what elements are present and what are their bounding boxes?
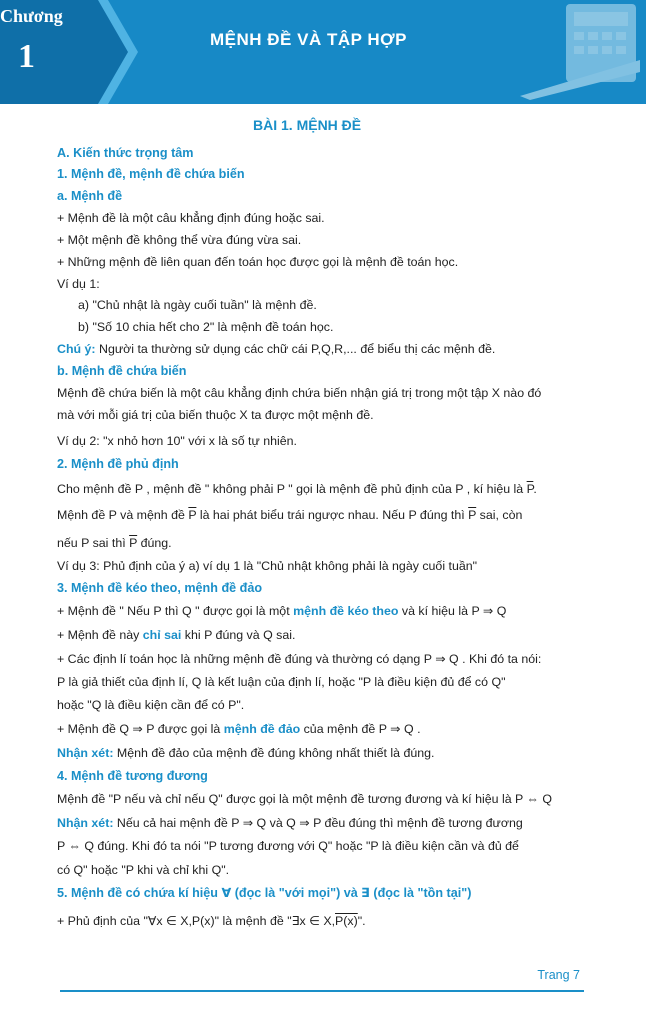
text-line: Ví dụ 1:	[57, 277, 100, 291]
text-line: a) "Chủ nhật là ngày cuối tuần" là mệnh đề.	[78, 298, 317, 312]
text-line	[57, 627, 295, 643]
text-segment: .	[533, 482, 537, 496]
text-segment: khi P đúng và Q sai.	[181, 628, 296, 642]
text-line	[57, 913, 366, 929]
section-heading: 1. Mệnh đề, mệnh đề chứa biến	[57, 167, 245, 181]
text-segment: + Phủ định của "∀x ∈ X,P(x)" là mệnh đề "∃x ∈ X,	[57, 914, 336, 928]
text-segment: + Mệnh đề này	[57, 628, 143, 642]
section-heading: 5. Mệnh đề có chứa kí hiệu ∀ (đọc là "với mọi") và ∃ (đọc là "tồn tại")	[57, 886, 472, 900]
text-line: b) "Số 10 chia hết cho 2" là mệnh đề toán học.	[78, 320, 334, 334]
section-heading: 3. Mệnh đề kéo theo, mệnh đề đảo	[57, 581, 263, 595]
text-line: Mệnh đề chứa biến là một câu khẳng định chứa biến nhận giá trị trong một tập X nào đó	[57, 386, 542, 400]
page-number: Trang 7	[537, 968, 580, 982]
lesson-title: BÀI 1. MỆNH ĐỀ	[253, 117, 362, 133]
text-line	[57, 507, 522, 523]
negation-symbol: P(x)	[335, 914, 358, 928]
note-label: Nhận xét:	[57, 746, 114, 760]
text-line: P ⇔ Q đúng. Khi đó ta nói "P tương đương với Q" hoặc "P là điều kiện cần và đủ để	[57, 839, 519, 853]
highlight-term: mệnh đề kéo theo	[293, 604, 399, 618]
note-text: Mệnh đề đảo của mệnh đề đúng không nhất thiết là đúng.	[113, 746, 435, 760]
text-line: + Một mệnh đề không thể vừa đúng vừa sai.	[57, 233, 302, 247]
text-line: hoặc "Q là điều kiện cần để có P".	[57, 698, 245, 712]
note-label: Chú ý:	[57, 342, 96, 356]
text-line: + Mệnh đề là một câu khẳng định đúng hoặc sai.	[57, 211, 325, 225]
note-text: Nếu cả hai mệnh đề P ⇒ Q và Q ⇒ P đều đúng thì mệnh đề tương đương	[113, 816, 523, 830]
negation-symbol: $\overline{P}$	[129, 536, 138, 550]
note-text: Người ta thường sử dụng các chữ cái P,Q,R,... để biểu thị các mệnh đề.	[95, 342, 496, 356]
footer-divider	[60, 990, 584, 992]
text-line: mà với mỗi giá trị của biến thuộc X ta được một mệnh đề.	[57, 408, 374, 422]
text-line	[57, 481, 537, 497]
banner-shape	[0, 0, 646, 104]
text-line: Ví dụ 2: "x nhỏ hơn 10" với x là số tự nhiên.	[57, 434, 297, 448]
chapter-title: MỆNH ĐỀ VÀ TẬP HỢP	[210, 30, 407, 49]
negation-symbol: $\overline{P}$	[468, 508, 477, 522]
text-line	[57, 603, 506, 619]
subsection-heading: a. Mệnh đề	[57, 189, 123, 203]
section-heading: A. Kiến thức trọng tâm	[57, 146, 194, 160]
text-line: + Những mệnh đề liên quan đến toán học được gọi là mệnh đề toán học.	[57, 255, 459, 269]
negation-symbol: $\overline{P}$	[526, 482, 534, 496]
chapter-banner	[0, 0, 646, 104]
chapter-word: Chương	[0, 6, 63, 26]
note-line	[57, 341, 495, 357]
text-line	[57, 721, 421, 737]
note-label: Nhận xét:	[57, 816, 114, 830]
text-segment: ".	[357, 914, 366, 928]
chapter-number: 1	[18, 38, 35, 75]
text-segment: + Mệnh đề Q ⇒ P được gọi là	[57, 722, 224, 736]
subsection-heading: b. Mệnh đề chứa biến	[57, 364, 187, 378]
text-line	[57, 535, 172, 551]
highlight-term: chỉ sai	[142, 628, 182, 642]
section-heading: 4. Mệnh đề tương đương	[57, 769, 208, 783]
note-line	[57, 815, 523, 831]
text-line: Mệnh đề "P nếu và chỉ nếu Q" được gọi là một mệnh đề tương đương và kí hiệu là P ⇔ Q	[57, 792, 552, 806]
text-line: Ví dụ 3: Phủ định của ý a) ví dụ 1 là "Chủ nhật không phải là ngày cuối tuần"	[57, 559, 478, 573]
text-segment: Mệnh đề P và mệnh đề	[57, 508, 189, 522]
text-segment: + Mệnh đề " Nếu P thì Q " được gọi là một	[57, 604, 294, 618]
section-heading: 2. Mệnh đề phủ định	[57, 457, 179, 471]
text-line: + Các định lí toán học là những mệnh đề đúng và thường có dạng P ⇒ Q . Khi đó ta nói:	[57, 652, 542, 666]
text-line: có Q" hoặc "P khi và chỉ khi Q".	[57, 863, 230, 877]
text-segment: đúng.	[137, 536, 172, 550]
text-segment: là hai phát biểu trái ngược nhau. Nếu P đúng thì	[196, 508, 469, 522]
text-segment: sai, còn	[476, 508, 523, 522]
text-line: P là giả thiết của định lí, Q là kết luận của định lí, hoặc "P là điều kiện đủ để có Q"	[57, 675, 506, 689]
note-line	[57, 745, 435, 761]
text-segment: nếu P sai thì	[57, 536, 130, 550]
negation-symbol: $\overline{P}$	[188, 508, 197, 522]
text-segment: và kí hiệu là P ⇒ Q	[398, 604, 507, 618]
highlight-term: mệnh đề đảo	[223, 722, 301, 736]
text-segment: Cho mệnh đề P , mệnh đề " không phải P " gọi là mệnh đề phủ định của P , kí hiệu là	[57, 482, 527, 496]
text-segment: của mệnh đề P ⇒ Q .	[300, 722, 421, 736]
